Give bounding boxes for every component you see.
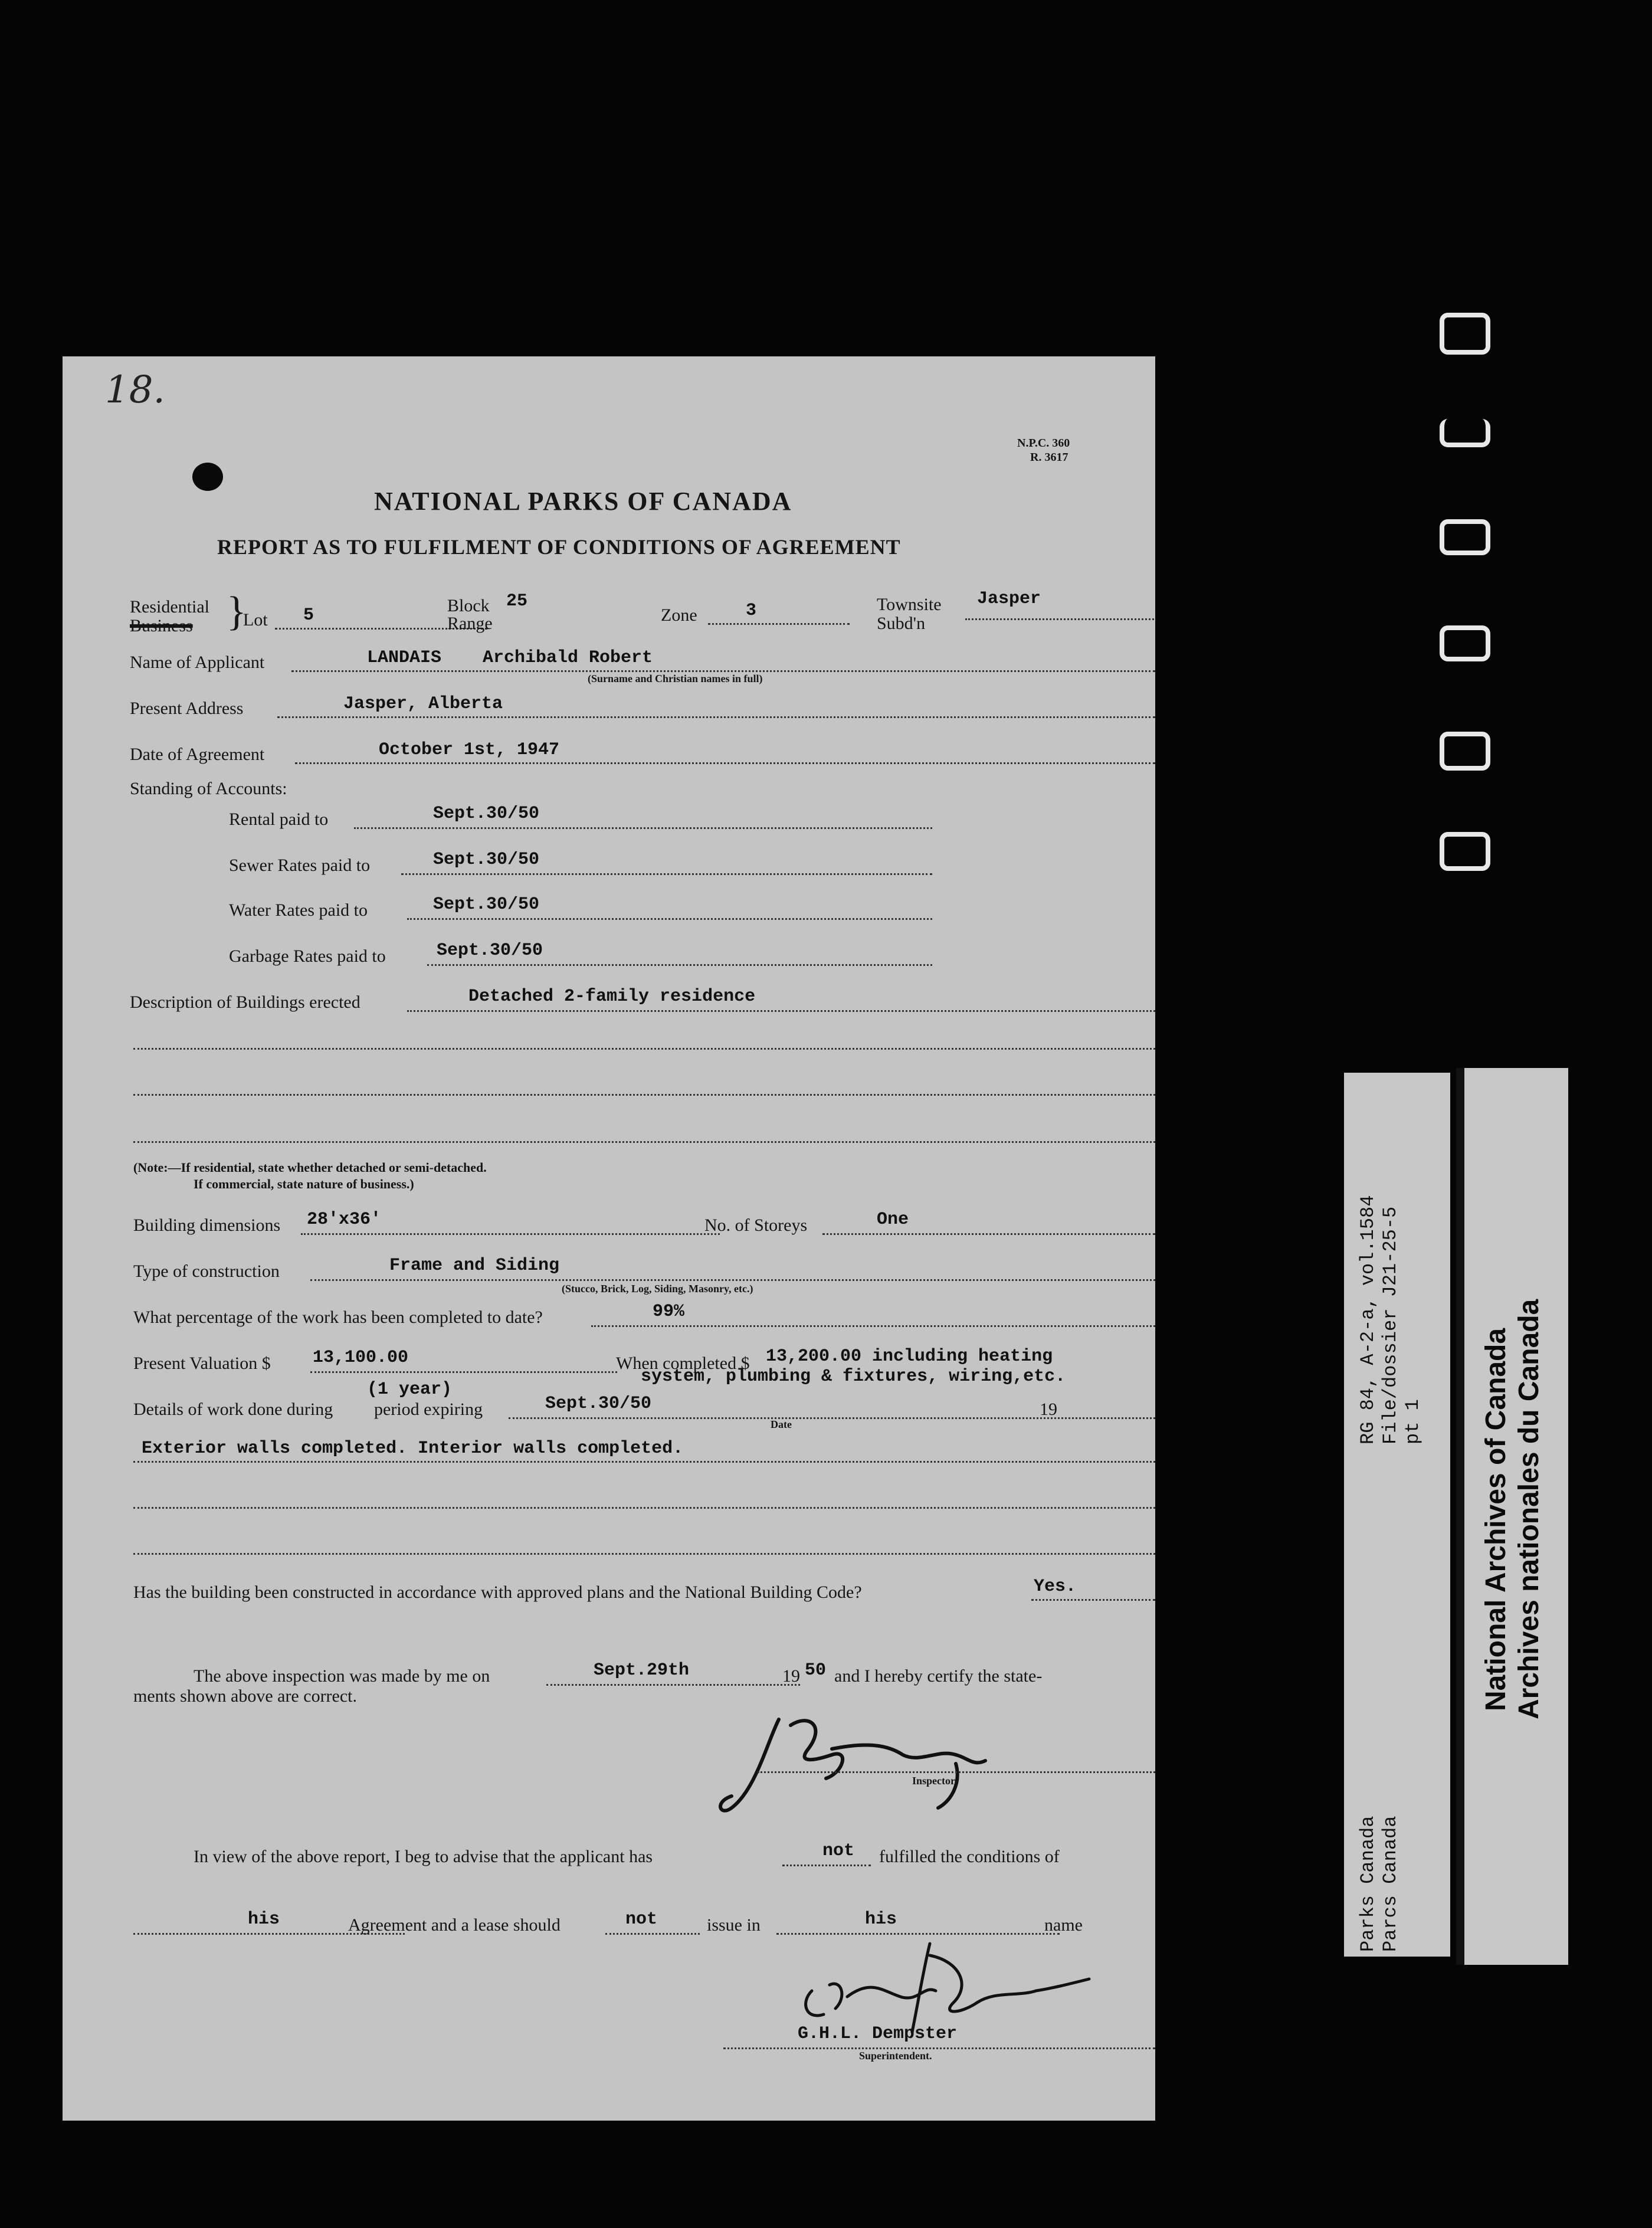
dimensions-value: 28'x36': [307, 1210, 382, 1230]
subdn-label: Subd'n: [877, 614, 926, 633]
work-line-2: [133, 1507, 1155, 1509]
inspection-date: Sept.29th: [594, 1660, 690, 1680]
storeys-label: No. of Storeys: [704, 1215, 808, 1235]
superintendent-label: Superintendent.: [859, 2050, 932, 2062]
form-revision: R. 3617: [1030, 451, 1068, 464]
page-number-mark: 18.: [105, 368, 165, 412]
water-label: Water Rates paid to: [229, 900, 368, 920]
advise-text-e: name: [1044, 1915, 1083, 1935]
advise-text-b: fulfilled the conditions of: [879, 1847, 1060, 1866]
archives-logo-strip: [1456, 1068, 1568, 1965]
percentage-label: What percentage of the work has been completed to date?: [133, 1308, 543, 1327]
rental-label: Rental paid to: [229, 810, 329, 829]
description-value: Detached 2-family residence: [468, 987, 756, 1007]
page-title: NATIONAL PARKS OF CANADA: [374, 487, 792, 516]
inspector-label: Inspector: [912, 1775, 955, 1787]
year-label: 19: [1040, 1400, 1057, 1419]
archives-name-en: National Archives of Canada: [1480, 1328, 1512, 1711]
residential-label: Residential: [130, 597, 209, 617]
inspection-year-prefix: 19: [782, 1666, 800, 1686]
archive-reference-3: pt 1: [1402, 1399, 1424, 1444]
address-value: Jasper, Alberta: [343, 694, 503, 714]
archive-reference-1: RG 84, A-2-a, vol.1584: [1357, 1195, 1379, 1444]
percentage-value: 99%: [653, 1302, 685, 1322]
inspector-signature: [708, 1708, 1015, 1826]
construction-note: (Stucco, Brick, Log, Siding, Masonry, etc.): [562, 1283, 753, 1295]
details-expiring: Sept.30/50: [545, 1394, 652, 1414]
construction-label: Type of construction: [133, 1262, 280, 1281]
brace: }: [227, 589, 247, 634]
advise-text-d: issue in: [707, 1915, 761, 1935]
water-value: Sept.30/50: [433, 895, 540, 915]
sewer-value: Sept.30/50: [433, 850, 540, 870]
townsite-value: Jasper: [977, 589, 1041, 609]
inspection-text-a: The above inspection was made by me on: [194, 1666, 490, 1686]
inspection-year: 50: [805, 1660, 827, 1680]
advise-his-2: his: [865, 1909, 897, 1929]
block-value: 25: [506, 591, 528, 611]
building-code-answer: Yes.: [1034, 1577, 1077, 1597]
description-label: Description of Buildings erected: [130, 992, 360, 1012]
archive-reference-2: File/dossier J21-25-5: [1379, 1206, 1401, 1444]
inspection-text-c: ments shown above are correct.: [133, 1686, 358, 1706]
details-label-a: Details of work done during: [133, 1400, 333, 1419]
description-line-3: [133, 1094, 1155, 1096]
strip-divider: [1456, 1068, 1464, 1965]
range-label: Range: [447, 614, 493, 633]
archives-name-fr: Archives nationales du Canada: [1513, 1299, 1545, 1719]
garbage-value: Sept.30/50: [437, 941, 543, 961]
superintendent-name: G.H.L. Dempster: [798, 2024, 958, 2044]
page-subtitle: REPORT AS TO FULFILMENT OF CONDITIONS OF AGREEMENT: [217, 535, 901, 559]
garbage-label: Garbage Rates paid to: [229, 946, 386, 966]
agreement-date-label: Date of Agreement: [130, 745, 265, 764]
description-line-2: [133, 1048, 1155, 1050]
townsite-label: Townsite: [877, 595, 942, 614]
hole-punch: [192, 463, 223, 491]
work-line-3: [133, 1553, 1155, 1555]
inspection-text-b: and I hereby certify the state-: [834, 1666, 1043, 1686]
note-line-2: If commercial, state nature of business.): [194, 1177, 414, 1191]
advise-not-2: not: [625, 1909, 658, 1929]
block-label: Block: [447, 596, 490, 615]
applicant-surname: LANDAIS: [367, 648, 442, 668]
applicant-label: Name of Applicant: [130, 653, 265, 672]
applicant-given-names: Archibald Robert: [483, 648, 653, 668]
report-form: [63, 356, 1155, 2121]
address-label: Present Address: [130, 699, 244, 718]
building-code-question: Has the building been constructed in accordance with approved plans and the National Building Code?: [133, 1582, 862, 1602]
valuation-label: Present Valuation $: [133, 1354, 271, 1373]
note-line-1: (Note:—If residential, state whether detached or semi-detached.: [133, 1160, 487, 1175]
applicant-note: (Surname and Christian names in full): [588, 673, 763, 684]
when-completed-value-2: system, plumbing & fixtures, wiring,etc.: [641, 1367, 1066, 1387]
advise-his-1: his: [248, 1909, 280, 1929]
storeys-value: One: [877, 1210, 909, 1230]
form-number: N.P.C. 360: [1017, 437, 1070, 450]
when-completed-label: When completed $: [616, 1354, 750, 1373]
work-done: Exterior walls completed. Interior walls completed.: [142, 1439, 684, 1459]
advise-text-a: In view of the above report, I beg to advise that the applicant has: [194, 1847, 653, 1866]
when-completed-value: 13,200.00 including heating: [766, 1346, 1053, 1367]
valuation-value: 13,100.00: [313, 1348, 409, 1368]
zone-label: Zone: [661, 605, 697, 625]
details-label-b: period expiring: [374, 1400, 483, 1419]
details-period: (1 year): [367, 1380, 453, 1400]
lot-value: 5: [303, 605, 314, 625]
advise-not-1: not: [822, 1841, 855, 1861]
zone-value: 3: [746, 601, 757, 621]
agency-name-en: Parks Canada: [1357, 1816, 1379, 1952]
agency-name-fr: Parcs Canada: [1379, 1816, 1401, 1952]
description-line-4: [133, 1141, 1155, 1143]
date-label: Date: [771, 1418, 792, 1430]
sewer-label: Sewer Rates paid to: [229, 856, 371, 875]
construction-value: Frame and Siding: [389, 1256, 560, 1276]
agreement-date-value: October 1st, 1947: [379, 740, 560, 760]
advise-text-c: Agreement and a lease should: [348, 1915, 560, 1935]
business-label: Business: [130, 616, 193, 635]
lot-label: Lot: [243, 610, 268, 630]
standing-label: Standing of Accounts:: [130, 779, 287, 798]
rental-value: Sept.30/50: [433, 804, 540, 824]
dimensions-label: Building dimensions: [133, 1215, 281, 1235]
archival-reference-strip: [1344, 1073, 1450, 1957]
